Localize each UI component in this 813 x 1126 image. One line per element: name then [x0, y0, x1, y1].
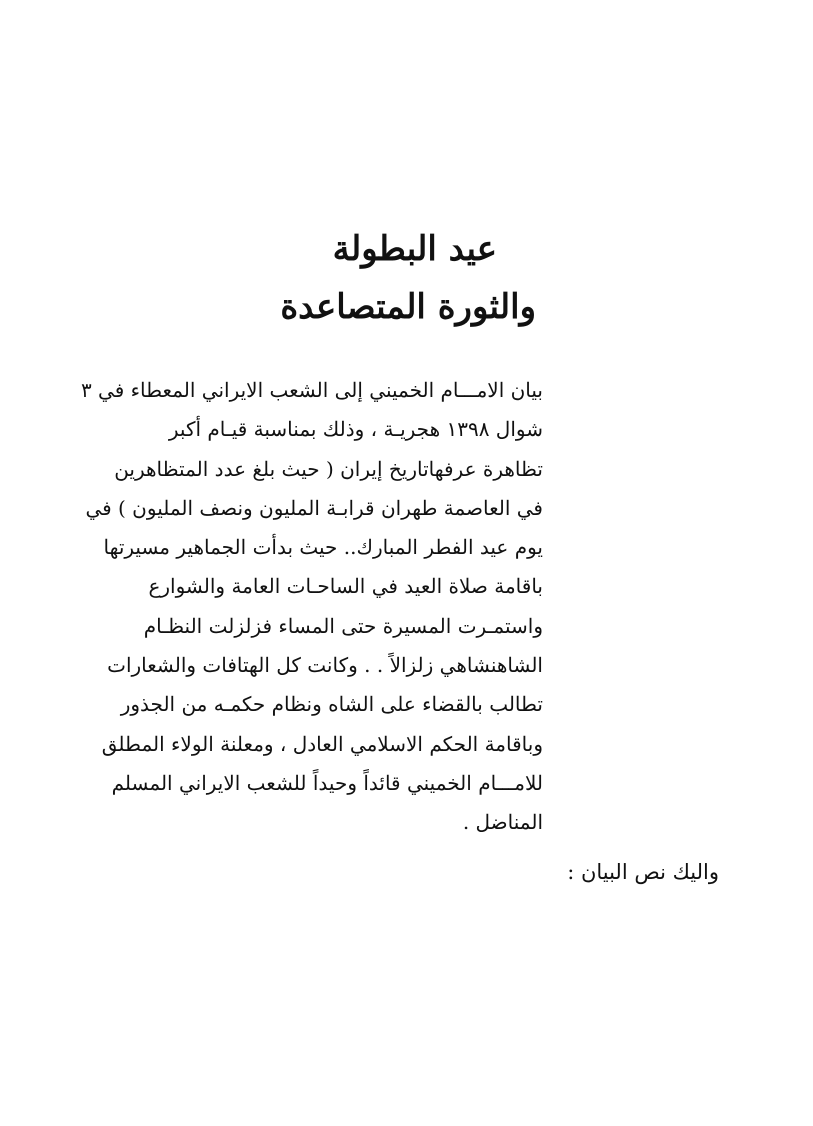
body-line: يوم عيد الفطر المبارك.. حيث بدأت الجماهير مسيرتها [103, 535, 543, 560]
body-line: تظاهرة عرفهاتاريخ إيران ( حيث بلغ عدد المتظاهرين [114, 456, 543, 481]
body-line: الشاهنشاهي زلزالاً . . وكانت كل الهتافات والشعارات [107, 653, 543, 678]
body-line: تطالب بالقضاء على الشاه ونظام حكمـه من الجذور [120, 692, 543, 717]
body-line: المناضل . [462, 810, 543, 835]
body-paragraph [80, 371, 543, 843]
title-line-1: عيد البطولة [332, 229, 497, 269]
body-line: بيان الامـــام الخميني إلى الشعب الايراني المعطاء في ٣ [80, 378, 543, 402]
body-line: باقامة صلاة العيد في الساحـات العامة والشوارع [148, 574, 543, 599]
body-line: وباقامة الحكم الاسلامي العادل ، ومعلنة الولاء المطلق [101, 731, 543, 756]
title-line-2: والثورة المتصاعدة [280, 287, 536, 327]
statement-intro-line: واليك نص البيان : [567, 860, 719, 884]
body-line: في العاصمة طهران قرابـة المليون ونصف المليون ) في [85, 495, 543, 520]
body-line: شوال ١٣٩٨ هجريـة ، وذلك بمناسبة قيـام أكبر [168, 417, 543, 442]
body-line: للامـــام الخميني قائداً وحيداً للشعب الايراني المسلم [111, 770, 543, 795]
body-line: واستمـرت المسيرة حتى المساء فزلزلت النظـام [143, 613, 543, 638]
